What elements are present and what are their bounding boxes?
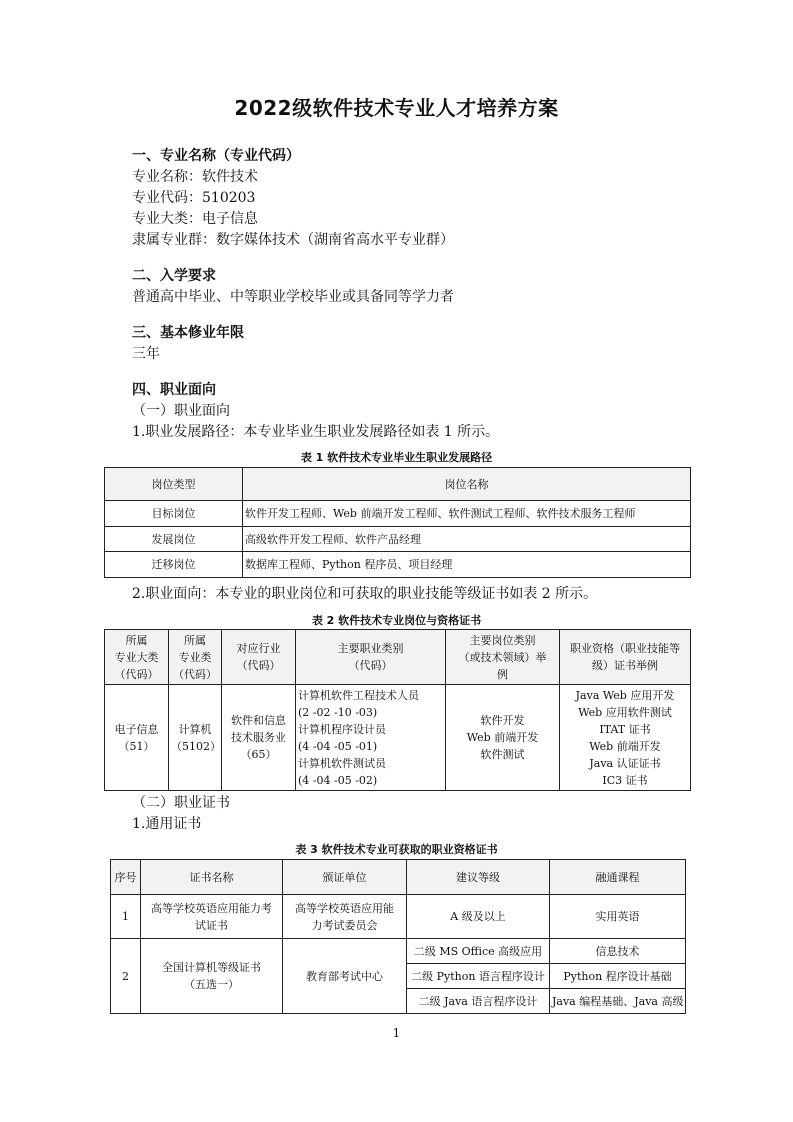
table1-career-path: [104, 467, 691, 578]
subsection-1-heading: （一）职业面向: [132, 403, 230, 419]
paragraph-general-certificates: 1.通用证书: [132, 816, 202, 832]
table3-cell-issuer: 高等学校英语应用能 力考试委员会: [283, 895, 407, 939]
table2-cell-position: 软件开发 Web 前端开发 软件测试: [446, 685, 560, 791]
table2-header-major-class: 所属 专业类 （代码）: [169, 630, 222, 685]
table3-cell-level: A 级及以上: [407, 895, 550, 939]
table1-row-type: 目标岗位: [105, 501, 243, 527]
table2-cell-occupation: 计算机软件工程技术人员 (2 -02 -10 -03) 计算机程序设计员 (4 -04 -05 -01) 计算机软件测试员 (4 -04 -05 -02): [296, 685, 446, 791]
table2-cell-major-class: 计算机 （5102）: [169, 685, 222, 791]
paragraph-career-path: 1.职业发展路径：本专业毕业生职业发展路径如表 1 所示。: [132, 424, 500, 440]
table3-cell-issuer: 教育部考试中心: [283, 939, 407, 1014]
admission-text: 普通高中毕业、中等职业学校毕业或具备同等学力者: [132, 289, 454, 305]
table3-cell-cert-name: 高等学校英语应用能力考 试证书: [141, 895, 283, 939]
table3-header-no: 序号: [111, 860, 141, 895]
table3-cell-no: 1: [111, 895, 141, 939]
table2-header-certificate: 职业资格（职业技能等 级）证书举例: [560, 630, 691, 685]
table2-positions-certificates: [104, 629, 691, 791]
table3-caption: 表 3 软件技术专业可获取的职业资格证书: [295, 843, 498, 856]
table1-row-name: 高级软件开发工程师、软件产品经理: [243, 527, 691, 552]
table1-header-type: 岗位类型: [105, 468, 243, 501]
major-name-line: 专业名称：软件技术: [132, 169, 258, 185]
table3-cell-no: 2: [111, 939, 141, 1014]
table1-row-name: 数据库工程师、Python 程序员、项目经理: [243, 552, 691, 578]
table3-header-level: 建议等级: [407, 860, 550, 895]
table3-cell-course: Java 编程基础、Java 高级: [550, 989, 686, 1014]
table3-cell-course: Python 程序设计基础: [550, 964, 686, 989]
section-2-heading: 二、入学要求: [132, 268, 216, 284]
table3-cell-cert-name: 全国计算机等级证书 （五选一）: [141, 939, 283, 1014]
subsection-2-heading: （二）职业证书: [132, 795, 230, 811]
table1-caption: 表 1 软件技术专业毕业生职业发展路径: [300, 451, 493, 464]
table2-header-major-category: 所属 专业大类 （代码）: [105, 630, 169, 685]
table3-header-issuer: 颁证单位: [283, 860, 407, 895]
table2-cell-major-category: 电子信息 （51）: [105, 685, 169, 791]
table3-cell-level: 二级 MS Office 高级应用: [407, 939, 550, 964]
table2-header-position: 主要岗位类别 （或技术领域）举 例: [446, 630, 560, 685]
major-code-line: 专业代码：510203: [132, 190, 256, 206]
table3-header-course: 融通课程: [550, 860, 686, 895]
table3-cell-level: 二级 Python 语言程序设计: [407, 964, 550, 989]
major-category-line: 专业大类：电子信息: [132, 211, 258, 227]
table2-header-industry: 对应行业 （代码）: [222, 630, 296, 685]
duration-text: 三年: [132, 346, 160, 362]
table3-header-cert-name: 证书名称: [141, 860, 283, 895]
section-3-heading: 三、基本修业年限: [132, 325, 244, 341]
table2-caption: 表 2 软件技术专业岗位与资格证书: [311, 614, 482, 627]
section-4-heading: 四、职业面向: [132, 382, 216, 398]
page-number: 1: [392, 1026, 401, 1040]
table1-row-type: 迁移岗位: [105, 552, 243, 578]
table3-cell-course: 信息技术: [550, 939, 686, 964]
major-group-line: 隶属专业群：数字媒体技术（湖南省高水平专业群）: [132, 232, 454, 248]
table1-row-type: 发展岗位: [105, 527, 243, 552]
table3-qualification-certificates: [110, 859, 686, 1014]
table3-cell-level: 二级 Java 语言程序设计: [407, 989, 550, 1014]
table2-cell-industry: 软件和信息 技术服务业 （65）: [222, 685, 296, 791]
table1-header-name: 岗位名称: [243, 468, 691, 501]
section-1-heading: 一、专业名称（专业代码）: [132, 148, 300, 164]
table1-row-name: 软件开发工程师、Web 前端开发工程师、软件测试工程师、软件技术服务工程师: [243, 501, 691, 527]
document-title: 2022级软件技术专业人才培养方案: [234, 96, 559, 120]
paragraph-career-orientation: 2.职业面向：本专业的职业岗位和可获取的职业技能等级证书如表 2 所示。: [132, 586, 598, 602]
table2-header-occupation: 主要职业类别 （代码）: [296, 630, 446, 685]
table2-cell-certificate: Java Web 应用开发 Web 应用软件测试 ITAT 证书 Web 前端开发 Java 认证证书 IC3 证书: [560, 685, 691, 791]
table3-cell-course: 实用英语: [550, 895, 686, 939]
